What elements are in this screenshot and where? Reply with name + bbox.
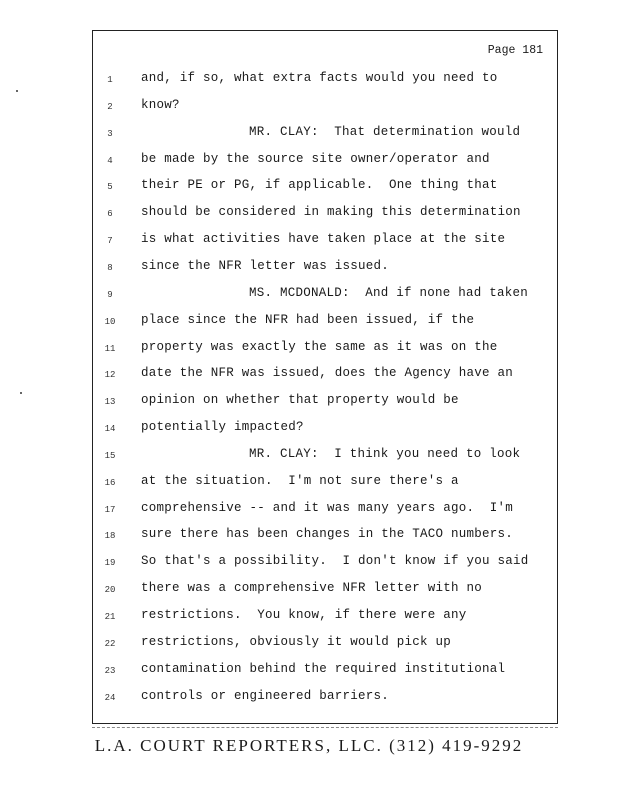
transcript-line [93, 366, 557, 386]
transcript-line [93, 178, 557, 198]
line-number: 7 [107, 236, 113, 247]
transcript-line [93, 71, 557, 91]
transcript-page [92, 30, 558, 724]
transcript-line [93, 205, 557, 225]
transcript-line [93, 689, 557, 709]
line-text: their PE or PG, if applicable. One thing that [141, 178, 498, 193]
line-number: 14 [104, 424, 116, 435]
line-text: So that's a possibility. I don't know if you said [141, 554, 529, 569]
line-number: 8 [107, 262, 113, 273]
line-number: 15 [104, 450, 116, 461]
line-number: 13 [104, 397, 116, 408]
line-number: 2 [107, 101, 113, 112]
line-number: 21 [104, 612, 116, 622]
transcript-line [93, 98, 557, 118]
line-number: 5 [107, 182, 113, 193]
transcript-line [93, 554, 557, 574]
transcript-line [93, 152, 557, 172]
transcript-line [93, 286, 557, 306]
line-text: place since the NFR had been issued, if the [141, 312, 475, 327]
line-number: 16 [104, 477, 116, 488]
line-text: sure there has been changes in the TACO numbers. [141, 527, 514, 542]
line-number: 9 [107, 289, 113, 300]
line-text: comprehensive -- and it was many years ago. I'm [141, 500, 514, 515]
line-text: potentially impacted? [141, 420, 304, 435]
transcript-line [93, 474, 557, 494]
line-text: MS. MCDONALD: And if none had taken [249, 285, 529, 300]
line-number: 12 [104, 370, 116, 381]
transcript-line [93, 125, 557, 145]
line-text: contamination behind the required institutional [141, 661, 506, 676]
line-text: restrictions. You know, if there were any [141, 608, 467, 622]
line-number: 4 [107, 155, 113, 166]
line-text: restrictions, obviously it would pick up [141, 634, 452, 649]
transcript-line [93, 501, 557, 521]
line-text: controls or engineered barriers. [141, 688, 390, 703]
line-text: there was a comprehensive NFR letter with no [141, 581, 483, 596]
transcript-line [93, 340, 557, 360]
line-text: be made by the source site owner/operator and [141, 151, 490, 166]
line-number: 6 [107, 209, 113, 220]
line-number: 23 [104, 665, 116, 676]
transcript-line [93, 259, 557, 279]
line-number: 24 [104, 692, 116, 703]
line-text: MR. CLAY: I think you need to look [249, 446, 521, 461]
line-text: and, if so, what extra facts would you need to [141, 71, 498, 85]
transcript-line [93, 447, 557, 467]
line-number: 20 [104, 585, 116, 596]
transcript-line [93, 662, 557, 682]
line-text: should be considered in making this determination [141, 205, 521, 220]
line-number: 19 [104, 558, 116, 569]
line-text: know? [141, 97, 180, 112]
court-reporter-footer: L.A. COURT REPORTERS, LLC. (312) 419-9292 [94, 736, 524, 755]
line-text: since the NFR letter was issued. [141, 258, 390, 273]
line-text: property was exactly the same as it was on the [141, 339, 498, 354]
page-number: Page 181 [487, 44, 543, 57]
line-number: 17 [104, 504, 116, 515]
line-number: 3 [107, 128, 113, 139]
line-number: 22 [104, 638, 116, 649]
scan-speck [16, 90, 18, 92]
transcript-line [93, 393, 557, 413]
line-number: 1 [107, 75, 113, 85]
line-text: is what activities have taken place at the site [141, 232, 506, 247]
line-text: at the situation. I'm not sure there's a [141, 473, 459, 488]
transcript-line [93, 527, 557, 547]
transcript-line [93, 313, 557, 333]
transcript-line [93, 581, 557, 601]
line-number: 10 [104, 316, 116, 327]
line-text: opinion on whether that property would be [141, 393, 459, 408]
line-text: date the NFR was issued, does the Agency have an [141, 366, 514, 381]
line-text: MR. CLAY: That determination would [249, 124, 521, 139]
line-number: 18 [104, 531, 116, 542]
scan-speck [20, 392, 22, 394]
transcript-line [93, 420, 557, 440]
transcript-line [93, 635, 557, 655]
line-number: 11 [104, 343, 116, 354]
transcript-line [93, 232, 557, 252]
transcript-line [93, 608, 557, 628]
